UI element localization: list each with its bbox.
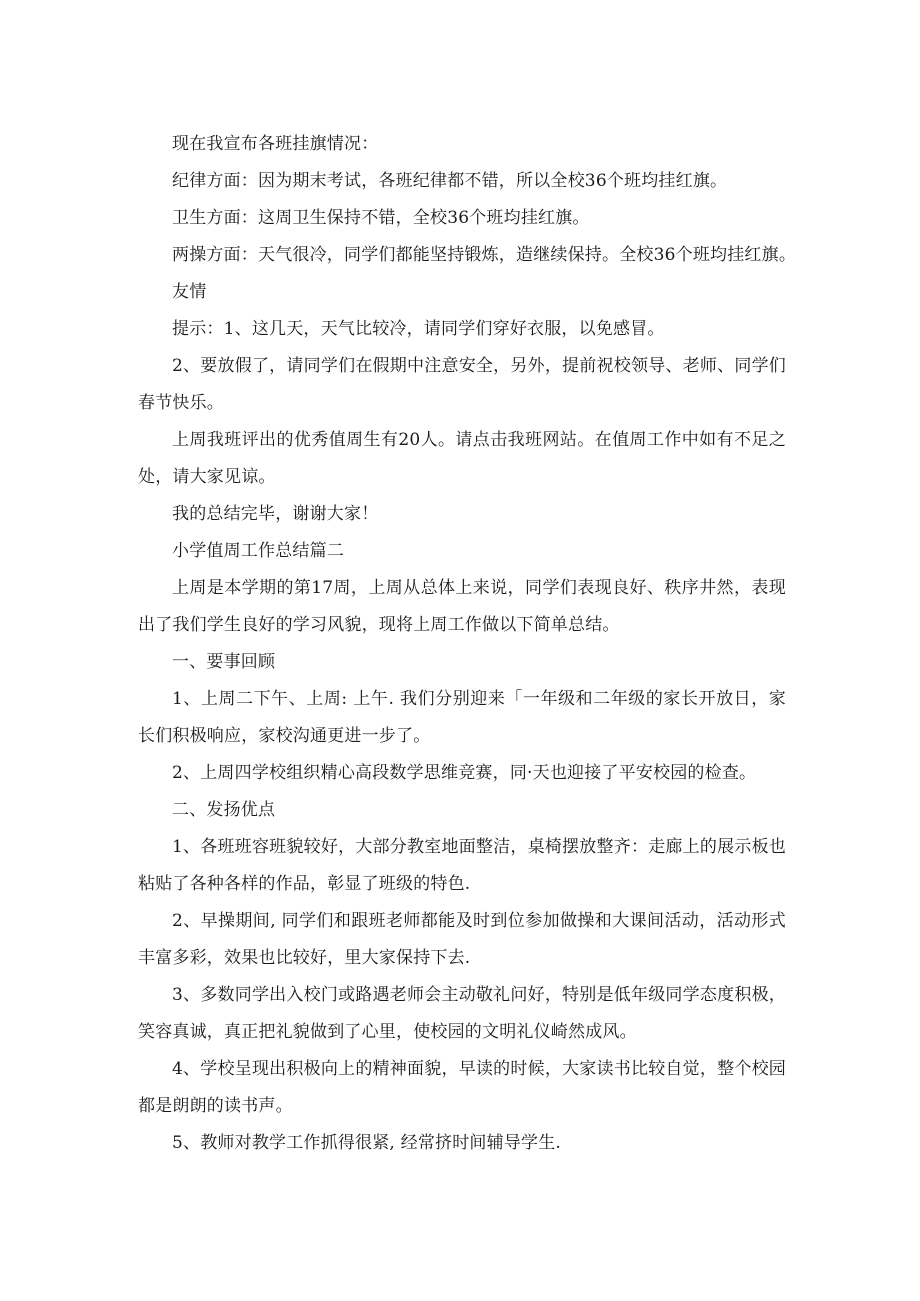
paragraph-discipline: 纪律方面：因为期末考试，各班纪律都不错，所以全校36个班均挂红旗。	[172, 171, 728, 191]
heading-strengths: 二、发扬优点	[172, 800, 276, 820]
paragraph-strength-1: 1、各班班容班貌较好，大部分教室地面整洁，桌椅摆放整齐：走廊上的展示板也粘贴了各种各样的作品，彰显了班级的特色.	[138, 837, 786, 894]
paragraph-strength-5: 5、教师对教学工作抓得很紧, 经常挤时间辅导学生.	[172, 1133, 562, 1153]
paragraph-strength-4: 4、学校呈现出积极向上的精神面貌，早读的时候，大家读书比较自觉，整个校园都是朗朗的读书声。	[138, 1059, 786, 1116]
paragraph-review-2: 2、上周四学校组织精心高段数学思维竞赛，同·天也迎接了平安校园的检查。	[172, 763, 757, 783]
paragraph-announce: 现在我宣布各班挂旗情况：	[172, 134, 379, 154]
paragraph-closing: 我的总结完毕，谢谢大家！	[172, 504, 379, 524]
paragraph-tip-2: 2、要放假了，请同学们在假期中注意安全，另外，提前祝校领导、老师、同学们春节快乐。	[138, 356, 786, 413]
paragraph-intro: 上周是本学期的第17周，上周从总体上来说，同学们表现良好、秩序井然，表现出了我们学生良好的学习风貌，现将上周工作做以下简单总结。	[138, 578, 786, 635]
paragraph-hygiene: 卫生方面：这周卫生保持不错，全校36个班均挂红旗。	[172, 208, 590, 228]
paragraph-exercises: 两操方面：天气很冷，同学们都能坚持锻炼，造继续保持。全校36个班均挂红旗。	[172, 245, 797, 265]
paragraph-strength-2: 2、早操期间, 同学们和跟班老师都能及时到位参加做操和大课间活动，活动形式丰富多彩，效果也比较好，里大家保持下去.	[138, 911, 786, 968]
paragraph-friendly: 友情	[172, 282, 207, 302]
paragraph-tip-1: 提示：1、这几天，天气比较冷，请同学们穿好衣服，以免感冒。	[172, 319, 665, 339]
paragraph-duty-students: 上周我班评出的优秀值周生有20人。请点击我班网站。在值周工作中如有不足之处，请大家见谅。	[138, 430, 786, 487]
paragraph-strength-3: 3、多数同学出入校门或路遇老师会主动敬礼问好，特别是低年级同学态度积极，笑容真诚，真正把礼貌做到了心里，使校园的文明礼仪崎然成风。	[138, 985, 786, 1042]
paragraph-review-1: 1、上周二下午、上周: 上午. 我们分别迎来「一年级和二年级的家长开放日，家长们积极响应，家校沟通更进一步了。	[138, 689, 786, 746]
heading-review: 一、要事回顾	[172, 652, 276, 672]
section-title-part-two: 小学值周工作总结篇二	[172, 541, 344, 561]
